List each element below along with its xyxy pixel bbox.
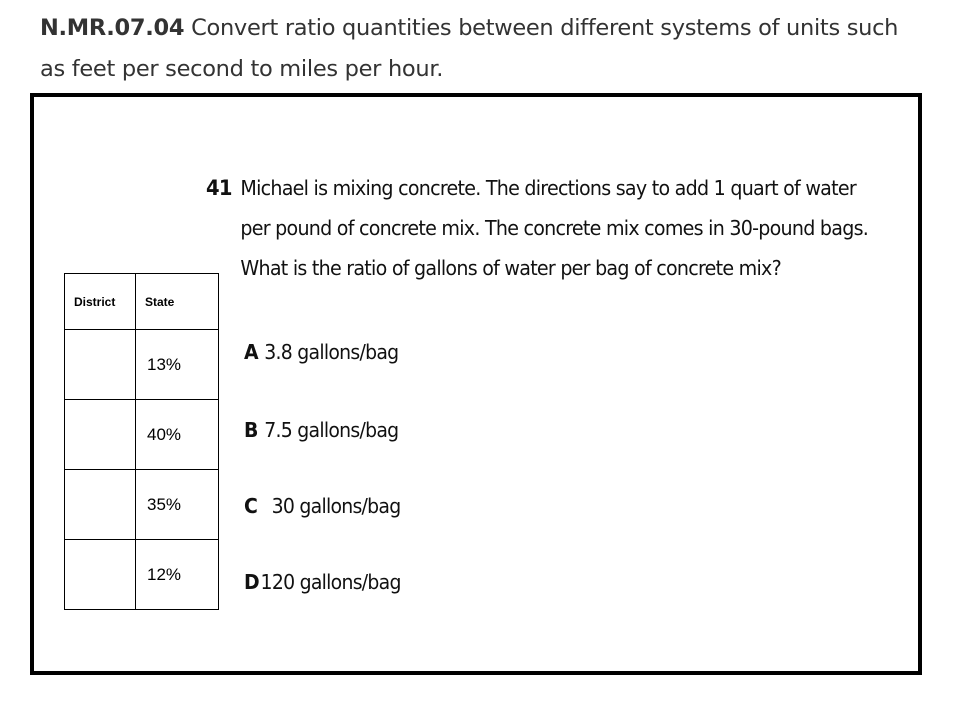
column-header-district: District [65, 274, 136, 330]
choice-text: 120 gallons/bag [260, 570, 401, 594]
standard-text: Convert ratio quantities between different systems of units such as feet per second to miles per hour. [40, 15, 899, 82]
state-cell: 12% [136, 540, 219, 610]
standard-heading [40, 8, 920, 90]
choice-c [244, 494, 400, 518]
question-number: 41 [206, 176, 232, 200]
choice-letter: A [244, 340, 258, 364]
district-cell [65, 330, 136, 400]
state-cell: 40% [136, 400, 219, 470]
choice-letter: B [244, 418, 258, 442]
table-row [65, 470, 219, 540]
district-cell [65, 400, 136, 470]
table-row [65, 540, 219, 610]
choice-d [244, 570, 401, 594]
district-cell [65, 470, 136, 540]
choice-letter: D [244, 570, 259, 594]
choice-text: 3.8 gallons/bag [264, 340, 399, 364]
question-text: Michael is mixing concrete. The directions say to add 1 quart of water per pound of concrete mix. The concrete mix comes in 30-pound bags. What is the ratio of gallons of water per bag of concrete mix? [240, 176, 869, 280]
table-row [65, 400, 219, 470]
standard-code: N.MR.07.04 [40, 15, 185, 41]
choice-b [244, 418, 398, 442]
column-header-state: State [136, 274, 219, 330]
state-cell: 35% [136, 470, 219, 540]
choice-a [244, 340, 398, 364]
table-row [65, 330, 219, 400]
table-header-row [65, 274, 219, 330]
choice-text: 7.5 gallons/bag [264, 418, 399, 442]
choice-letter: C [244, 494, 258, 518]
choice-text: 30 gallons/bag [271, 494, 401, 518]
results-table [64, 273, 219, 610]
district-cell [65, 540, 136, 610]
state-cell: 13% [136, 330, 219, 400]
